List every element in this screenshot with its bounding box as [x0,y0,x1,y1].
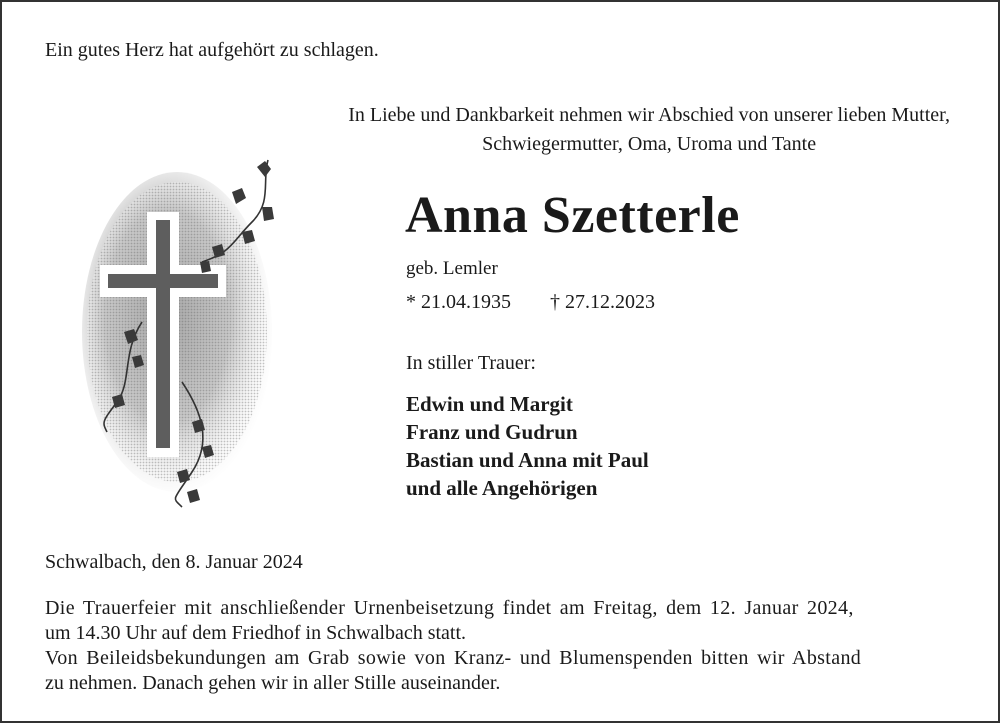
mourner: und alle Angehörigen [406,476,598,500]
cross-with-ivy-icon [82,152,302,522]
intro-line: In Liebe und Dankbarkeit nehmen wir Abschied von unserer lieben Mutter, [348,104,950,126]
life-dates [406,291,655,314]
birth-date: * 21.04.1935 [406,291,511,313]
mourner: Edwin und Margit [406,392,573,416]
ceremony-line: Von Beileidsbekundungen am Grab sowie von Kranz- und Blumenspenden bitten wir Abstand [45,647,862,669]
intro-line: Schwiegermutter, Oma, Uroma und Tante [482,133,817,155]
ceremony-line: um 14.30 Uhr auf dem Friedhof in Schwalbach statt. [45,622,467,644]
intro-text [348,101,950,159]
headline: Ein gutes Herz hat aufgehört zu schlagen. [45,39,379,61]
mourner: Franz und Gudrun [406,420,578,444]
ceremony-line: zu nehmen. Danach gehen wir in aller Stille auseinander. [45,672,501,694]
mourner: Bastian und Anna mit Paul [406,448,649,472]
mourning-label: In stiller Trauer: [406,352,536,374]
deceased-name: Anna Szetterle [405,187,740,244]
mourners-list [406,390,649,502]
ceremony-line: Die Trauerfeier mit anschließender Urnenbeisetzung findet am Freitag, dem 12. Januar 2024, [45,597,854,619]
death-date: † 27.12.2023 [550,291,655,313]
place-date: Schwalbach, den 8. Januar 2024 [45,551,303,573]
ceremony-notice [45,596,861,696]
maiden-name: geb. Lemler [406,258,498,279]
